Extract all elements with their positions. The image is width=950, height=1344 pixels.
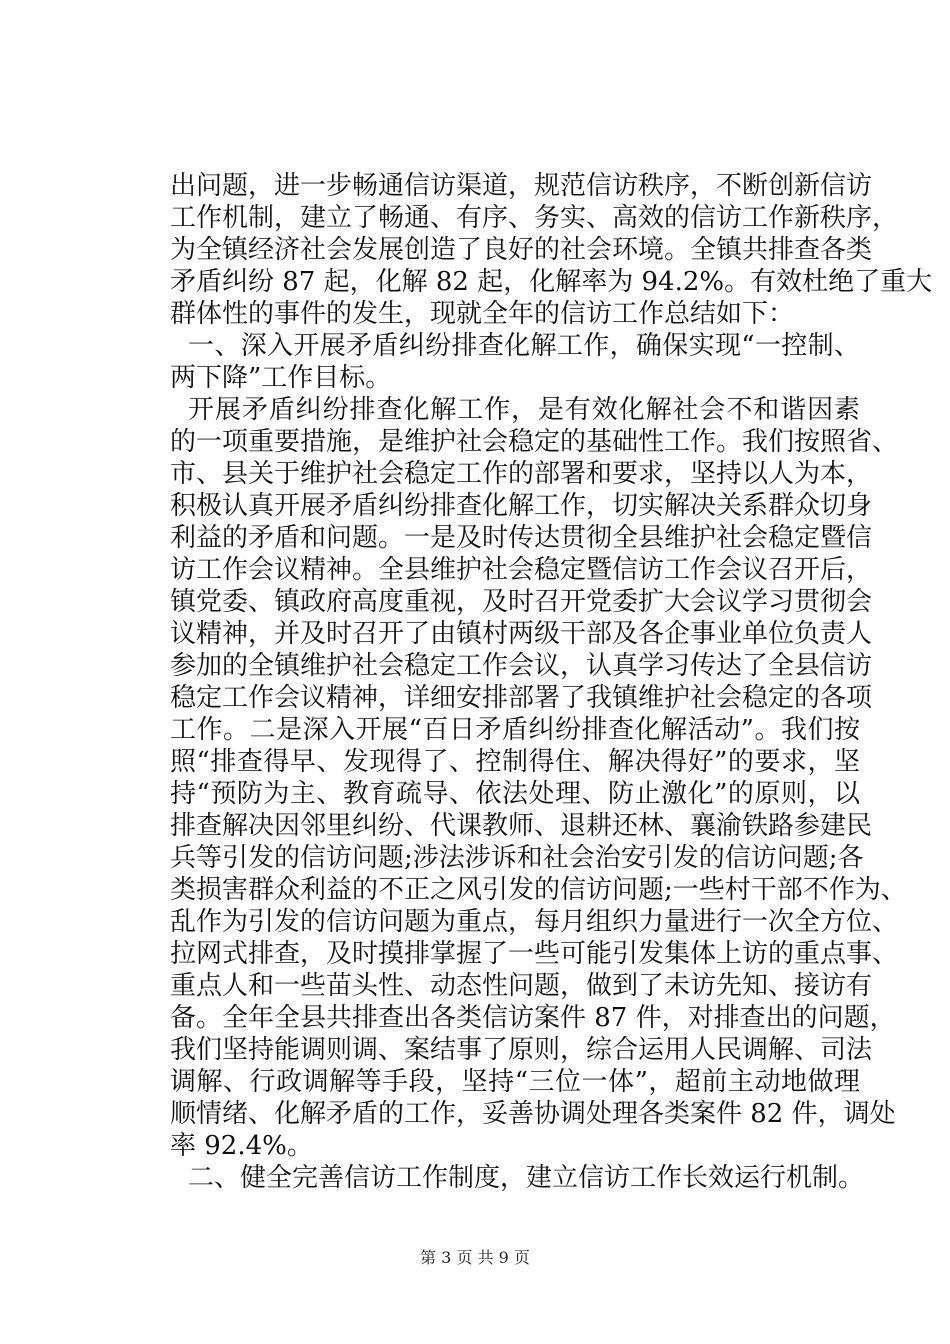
page-number-footer: 第 3 页 共 9 页 — [420, 1248, 530, 1267]
text-line: 开展矛盾纠纷排查化解工作，是有效化解社会不和谐因素 — [188, 395, 860, 425]
text-line: 调解、行政调解等手段，坚持“三位一体”，超前主动地做理 — [170, 1067, 860, 1097]
text-line: 参加的全镇维护社会稳定工作会议，认真学习传达了全县信访 — [170, 651, 873, 681]
text-line: 照“排查得早、发现得了、控制得住、解决得好”的要求，坚 — [170, 747, 860, 777]
text-line: 工作。二是深入开展“百日矛盾纠纷排查化解活动”。我们按 — [170, 715, 860, 745]
text-line: 类损害群众利益的不正之风引发的信访问题;一些村干部不作为、 — [170, 875, 907, 905]
text-line: 排查解决因邻里纠纷、代课教师、退耕还林、襄渝铁路参建民 — [170, 811, 873, 841]
text-line: 访工作会议精神。全县维护社会稳定暨信访工作会议召开后， — [170, 555, 873, 585]
text-line: 议精神，并及时召开了由镇村两级干部及各企事业单位负责人 — [170, 619, 873, 649]
text-line: 市、县关于维护社会稳定工作的部署和要求，坚持以人为本， — [170, 459, 873, 489]
text-line: 兵等引发的信访问题;涉法涉诉和社会治安引发的信访问题;各 — [170, 843, 864, 873]
text-line: 为全镇经济社会发展创造了良好的社会环境。全镇共排查各类 — [170, 235, 873, 265]
text-line: 持“预防为主、教育疏导、依法处理、防止激化”的原则，以 — [170, 779, 860, 809]
text-line: 积极认真开展矛盾纠纷排查化解工作，切实解决关系群众切身 — [170, 491, 873, 521]
text-line: 利益的矛盾和问题。一是及时传达贯彻全县维护社会稳定暨信 — [170, 523, 873, 553]
text-line: 顺情绪、化解矛盾的工作，妥善协调处理各类案件 82 件，调处 — [170, 1099, 896, 1129]
text-line: 拉网式排查，及时摸排掌握了一些可能引发集体上访的重点事、 — [170, 939, 899, 969]
text-line: 我们坚持能调则调、案结事了原则，综合运用人民调解、司法 — [170, 1035, 873, 1065]
text-line: 镇党委、镇政府高度重视，及时召开党委扩大会议学习贯彻会 — [170, 587, 873, 617]
text-line: 重点人和一些苗头性、动态性问题，做到了未访先知、接访有 — [170, 971, 873, 1001]
text-line: 备。全年全县共排查出各类信访案件 87 件，对排查出的问题， — [170, 1003, 896, 1033]
text-line: 矛盾纠纷 87 起，化解 82 起，化解率为 94.2%。有效杜绝了重大 — [170, 267, 933, 297]
text-line: 乱作为引发的信访问题为重点，每月组织力量进行一次全方位、 — [170, 907, 899, 937]
section-heading-line: 一、深入开展矛盾纠纷排查化解工作，确保实现“一控制、 — [188, 331, 860, 361]
section-heading-line: 二、健全完善信访工作制度，建立信访工作长效运行机制。 — [188, 1163, 865, 1193]
section-heading-line: 两下降”工作目标。 — [170, 363, 392, 393]
text-line: 率 92.4%。 — [170, 1131, 313, 1161]
text-line: 工作机制，建立了畅通、有序、务实、高效的信访工作新秩序， — [170, 203, 899, 233]
text-line: 的一项重要措施，是维护社会稳定的基础性工作。我们按照省、 — [170, 427, 899, 457]
document-body — [170, 170, 933, 1194]
text-line: 群体性的事件的发生，现就全年的信访工作总结如下： — [170, 299, 795, 329]
text-line: 稳定工作会议精神，详细安排部署了我镇维护社会稳定的各项 — [170, 683, 873, 713]
text-line: 出问题，进一步畅通信访渠道，规范信访秩序，不断创新信访 — [170, 171, 873, 201]
